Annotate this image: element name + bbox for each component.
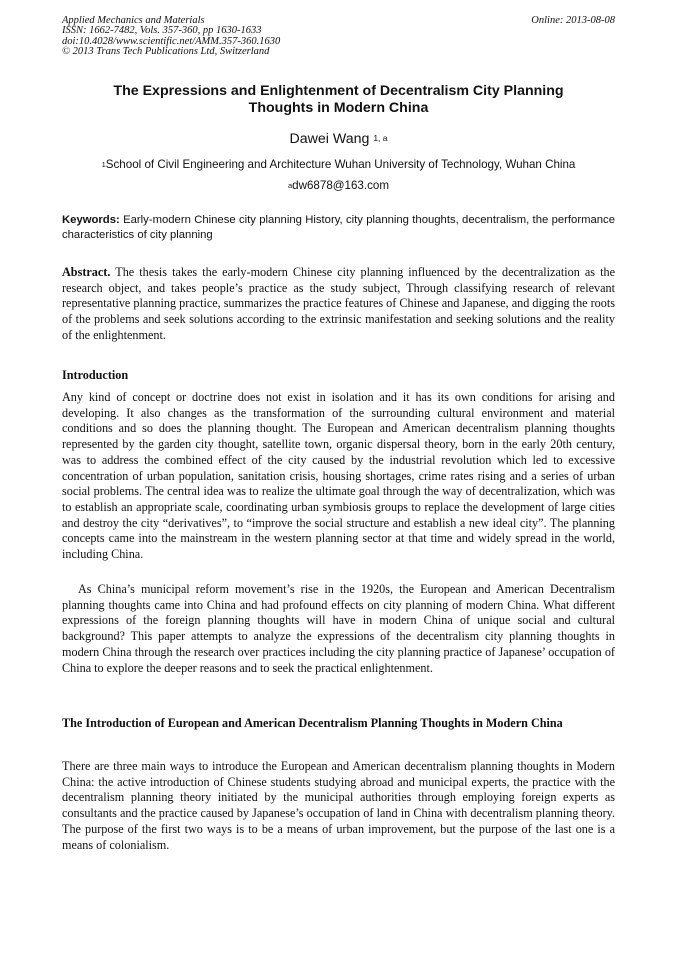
copyright-line: © 2013 Trans Tech Publications Ltd, Switzerland <box>62 45 270 57</box>
abstract <box>62 265 615 344</box>
title-line-2: Thoughts in Modern China <box>248 100 429 116</box>
paragraph-text: As China’s municipal reform movement’s rise in the 1920s, the European and American Decentralism planning thoughts came into China and had profound effects on city planning of modern China. What different expressions of the foreign planning thoughts will have in modern China of unique social and cultural background? This paper attempts to analyze the expressions of the decentralism city planning thoughts in modern China through the research over practices including the city planning practice of Japanese’ occupation of China to explore the deeper reasons and to seek the practical enlightenment. <box>62 582 615 675</box>
online-date: Online: 2013-08-08 <box>531 15 615 26</box>
email-address: dw6878@163.com <box>292 179 390 192</box>
paragraph-text: Any kind of concept or doctrine does not exist in isolation and it has its own conditions for arising and developing. It also changes as the transformation of the surrounding cultural environment and material conditions and so does the planning thought. The European and American decentralism planning thoughts represented by the garden city thought, satellite town, organic dispersal theory, born in the early 20th century, was to address the combined effect of the city caused by the industrial revolution which led to excessive concentration of urban population, sanitation crisis, housing shortages, crime rates rising and a series of urban social problems. The central idea was to realize the ultimate goal through the way of decentralization, which was to establish an appropriate scale, coordinating urban symbiosis groups to replace the development of large cities and destroy the city “derivatives”, to “improve the social structure and establish a new ideal city”. The planning concepts came into the mainstream in the western planning sector at that time and widely spread in the world, including China. <box>62 390 615 562</box>
section-heading-introduction-of-decentralism <box>62 716 615 732</box>
introduction-heading-text: Introduction <box>62 368 129 382</box>
keywords-text: Early-modern Chinese city planning History, city planning thoughts, decentralism, the performance characteristics of city planning <box>62 214 615 241</box>
introduction-paragraph-1 <box>62 390 615 563</box>
section-2-heading-text: The Introduction of European and American Decentralism Planning Thoughts in Modern China <box>62 716 563 730</box>
journal-header <box>62 16 615 57</box>
section-heading-introduction <box>62 368 615 384</box>
affiliation-superscript: 1 <box>101 160 106 169</box>
keywords <box>62 213 615 243</box>
keywords-label: Keywords: <box>62 214 120 226</box>
author-name: Dawei Wang <box>289 131 370 147</box>
paragraph-text: There are three main ways to introduce the European and American decentralism planning thoughts in Modern China: the active introduction of Chinese students studying abroad and municipal experts, the practice with the decentralism planning theory initiated by the municipal authorities through employing foreign experts as consultants and the practice caused by Japanese’s occupation of land in China with decentralism planning theory. The purpose of the first two ways is to be a means of urban improvement, but the purpose of the last one is a means of colonialism. <box>62 759 615 852</box>
affiliation-text: School of Civil Engineering and Architecture Wuhan University of Technology, Wuhan China <box>105 158 576 171</box>
journal-name: Applied Mechanics and Materials <box>62 15 205 26</box>
abstract-label: Abstract. <box>62 265 111 279</box>
doi-line: doi:10.4028/www.scientific.net/AMM.357-360.1630 <box>62 35 281 47</box>
author-line <box>62 130 615 148</box>
email-line <box>62 178 615 193</box>
title-line-1: The Expressions and Enlightenment of Decentralism City Planning <box>113 83 564 99</box>
affiliation <box>62 157 615 172</box>
paper-title <box>62 83 615 117</box>
introduction-paragraph-2 <box>62 582 615 676</box>
abstract-text: The thesis takes the early-modern Chinese city planning influenced by the decentralization as the research object, and takes people’s practice as the study subject, Through classifying research of relevant representative planning practice, summarizes the practice features of Chinese and Japanese, and digging the roots of the problems and seek solutions according to the extrinsic manifestation and seeking solutions and the reality of the enlightenment. <box>62 265 615 342</box>
section-2-paragraph-1 <box>62 759 615 853</box>
author-superscript: 1, a <box>373 133 388 143</box>
issn-line: ISSN: 1662-7482, Vols. 357-360, pp 1630-1633 <box>62 25 262 37</box>
email-superscript: a <box>287 181 293 190</box>
